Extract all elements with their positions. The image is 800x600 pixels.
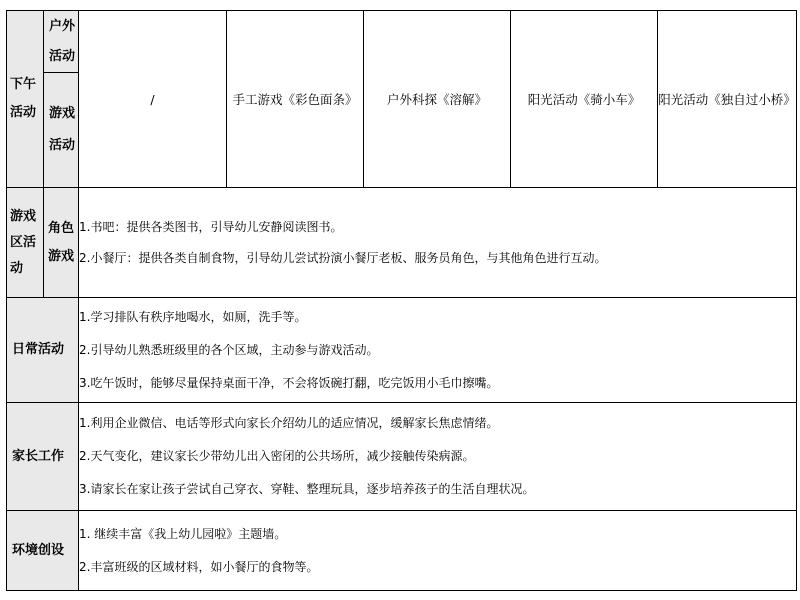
environment-header — [7, 511, 79, 591]
parent-work-content — [79, 403, 797, 511]
environment-item: 1. 继续丰富《我上幼儿园啦》主题墙。 — [79, 526, 287, 541]
game-area-header — [7, 188, 44, 298]
parent-item: 1.利用企业微信、电话等形式向家长介绍幼儿的适应情况，缓解家长焦虑情绪。 — [79, 416, 499, 430]
parent-work-label: 家长工作 — [12, 448, 65, 464]
activity-text: 阳光活动《骑小车》 — [527, 92, 641, 107]
daily-activity-content — [79, 298, 797, 403]
game-area-item: 1.书吧：提供各类图书，引导幼儿安静阅读图书。 — [79, 219, 343, 234]
outdoor-activity-label: 户外活动 — [49, 18, 76, 64]
daily-item: 3.吃午饭时，能够尽量保持桌面干净，不会将饭碗打翻，吃完饭用小毛巾擦嘴。 — [79, 375, 499, 390]
daily-activity-label: 日常活动 — [12, 342, 65, 357]
afternoon-activity-label: 下午活动 — [10, 77, 37, 120]
activity-text: 阳光活动《独自过小桥》 — [658, 92, 796, 107]
environment-content — [79, 511, 797, 591]
outdoor-activity-header — [44, 11, 79, 73]
role-play-label: 角色游戏 — [48, 220, 75, 264]
game-activity-header — [44, 73, 79, 188]
afternoon-activity-cell — [79, 11, 227, 188]
game-activity-label: 游戏活动 — [49, 106, 76, 153]
weekly-plan-table — [6, 10, 797, 591]
activity-text: / — [150, 91, 155, 107]
afternoon-activity-cell — [511, 11, 658, 188]
parent-item: 3.请家长在家让孩子尝试自己穿衣、穿鞋、整理玩具，逐步培养孩子的生活自理状况。 — [79, 482, 535, 496]
afternoon-activity-cell — [227, 11, 364, 188]
parent-item: 2.天气变化，建议家长少带幼儿出入密闭的公共场所，减少接触传染病源。 — [79, 449, 475, 463]
game-area-item: 2.小餐厅：提供各类自制食物，引导幼儿尝试扮演小餐厅老板、服务员角色，与其他角色进行互动。 — [79, 250, 607, 265]
daily-item: 1.学习排队有秩序地喝水，如厕，洗手等。 — [79, 309, 307, 324]
afternoon-activity-cell — [364, 11, 511, 188]
activity-text: 手工游戏《彩色面条》 — [232, 92, 358, 107]
parent-work-header — [7, 403, 79, 511]
daily-item: 2.引导幼儿熟悉班级里的各个区域，主动参与游戏活动。 — [79, 342, 379, 357]
afternoon-activity-header — [7, 11, 44, 188]
environment-label: 环境创设 — [12, 542, 65, 558]
role-play-header — [44, 188, 79, 298]
game-area-content — [79, 188, 797, 298]
afternoon-activity-cell — [658, 11, 797, 188]
environment-item: 2.丰富班级的区域材料，如小餐厅的食物等。 — [79, 559, 319, 574]
game-area-label: 游戏区活动 — [10, 208, 37, 276]
daily-activity-header — [7, 298, 79, 403]
activity-text: 户外科探《溶解》 — [386, 92, 487, 107]
